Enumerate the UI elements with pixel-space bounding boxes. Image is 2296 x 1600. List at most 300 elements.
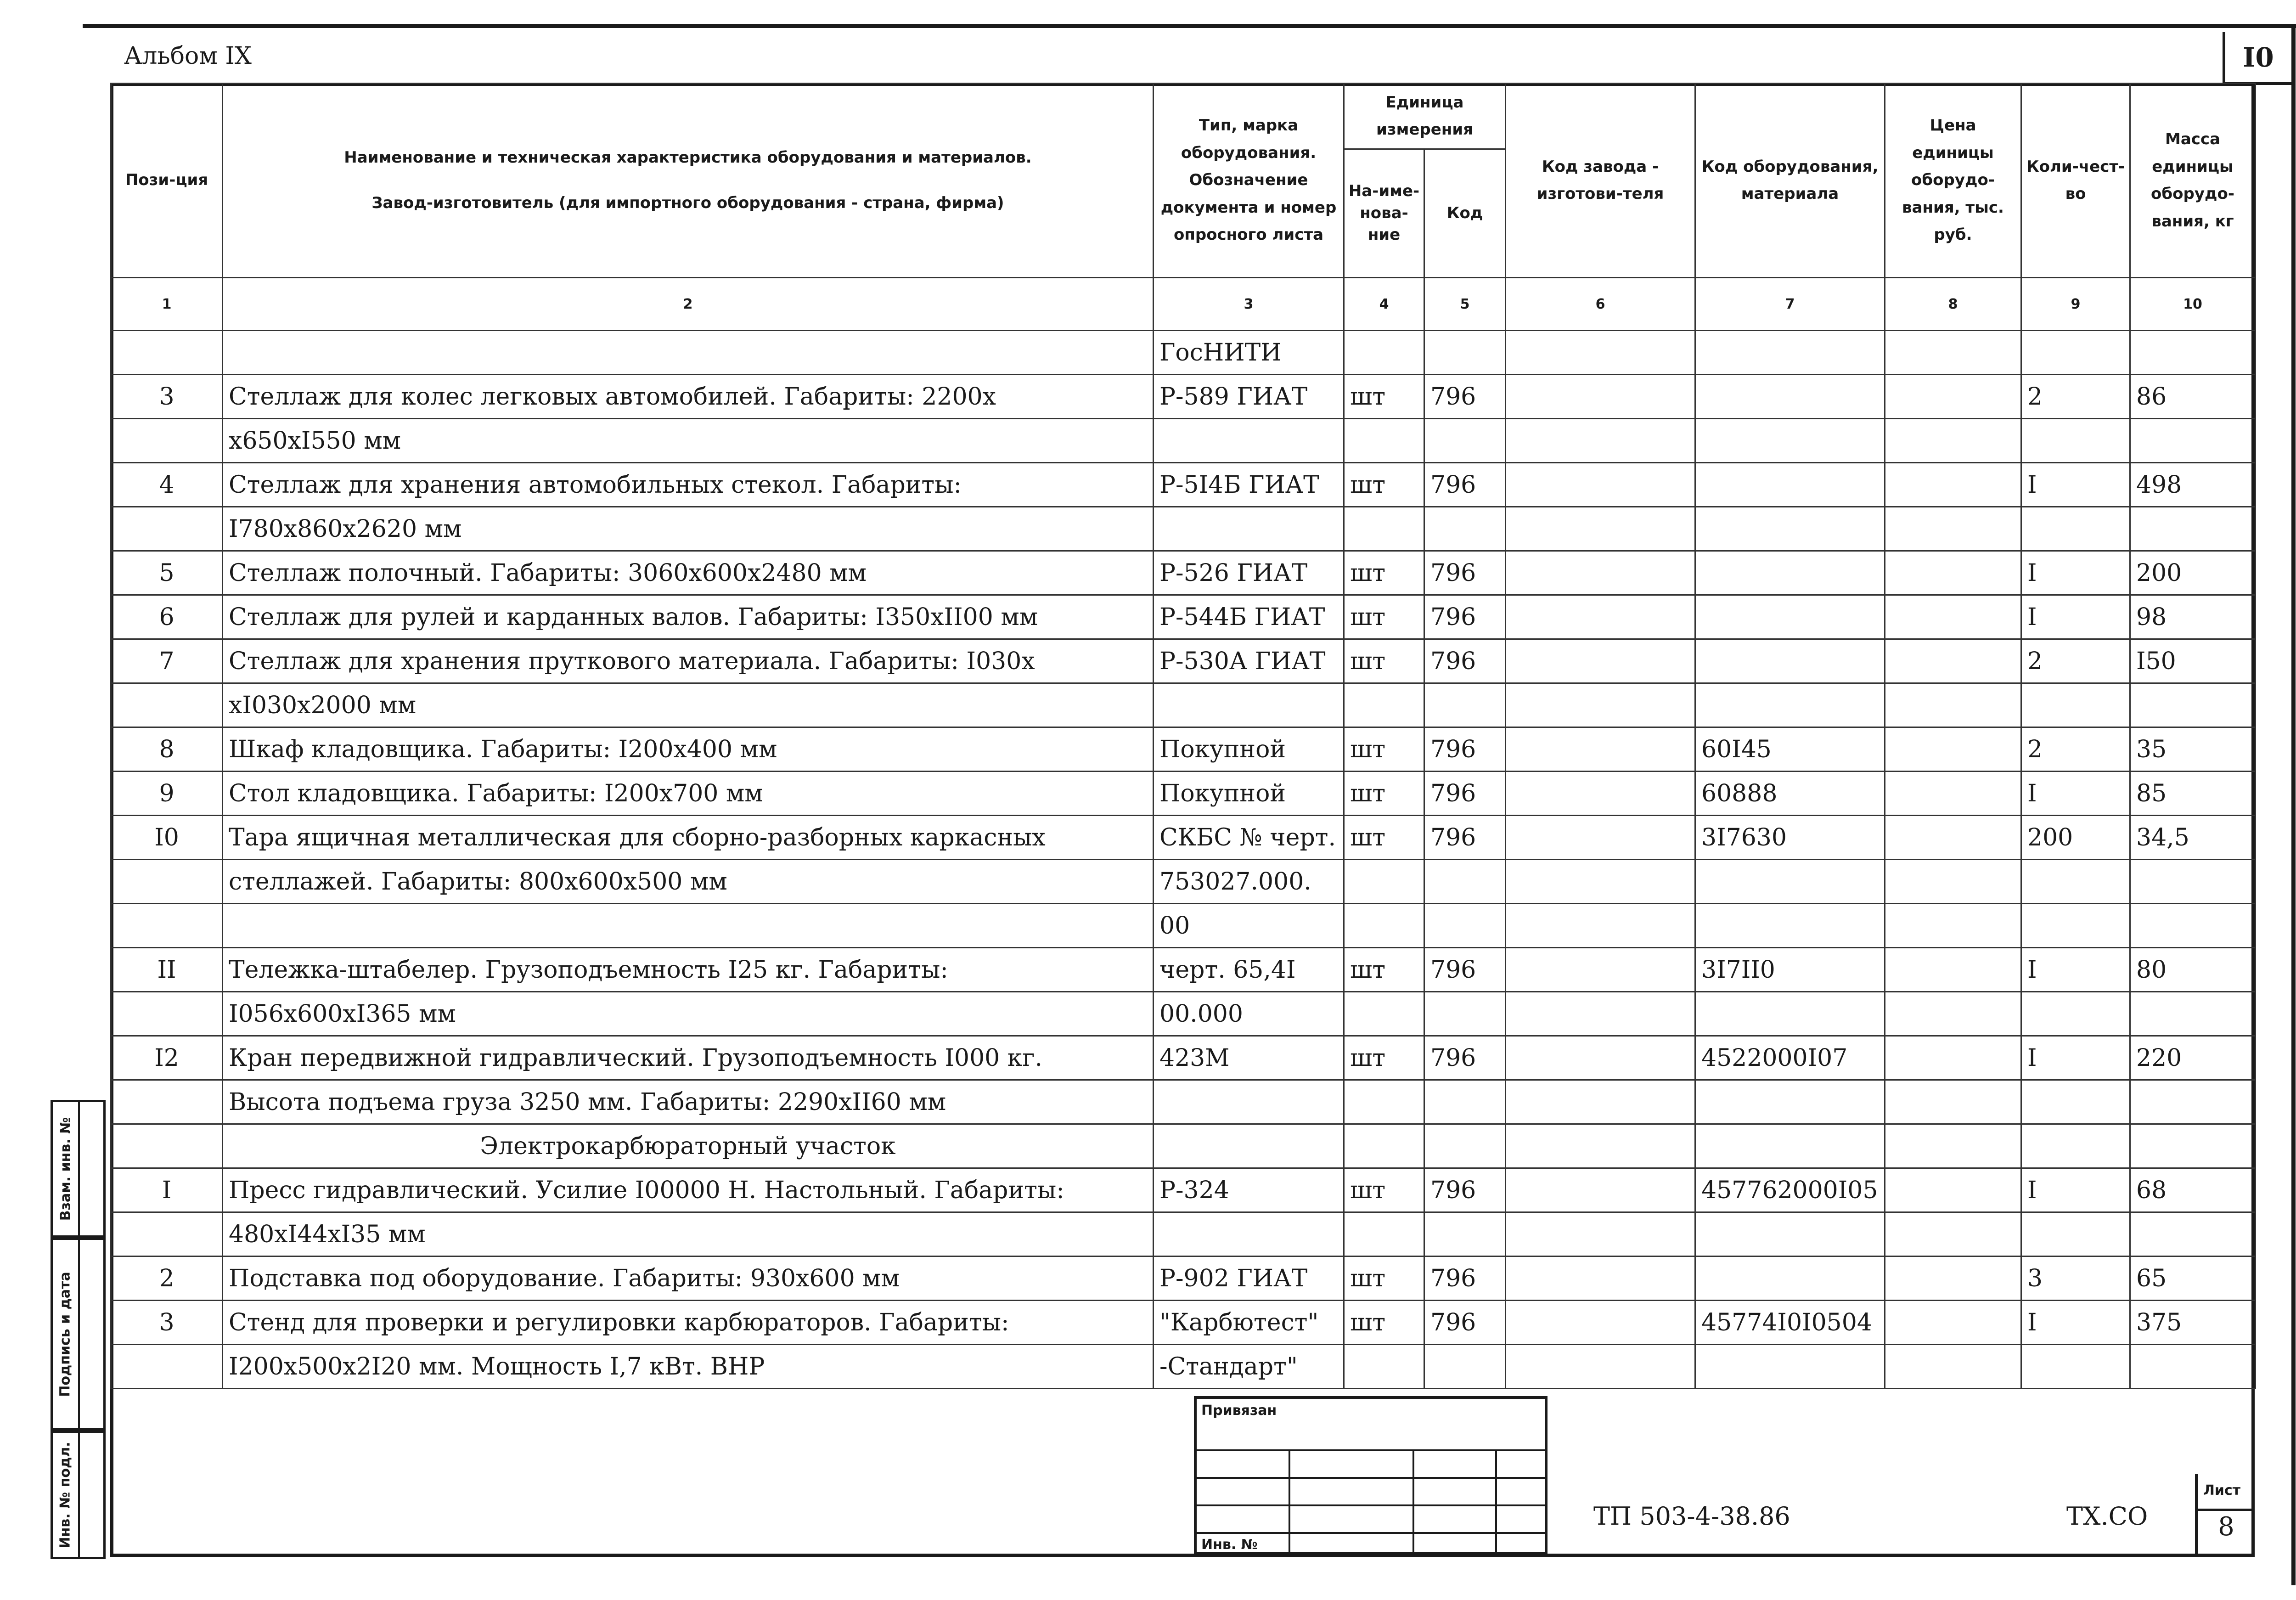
table-cell: 796 <box>1424 1036 1506 1080</box>
table-row <box>111 992 2256 1036</box>
table-cell <box>1506 463 1695 507</box>
table-body <box>111 331 2256 1389</box>
table-row <box>111 331 2256 375</box>
table-cell: 6 <box>111 595 223 639</box>
table-cell <box>1506 1080 1695 1124</box>
table-cell <box>1885 772 2021 816</box>
table-cell <box>1154 1124 1344 1168</box>
table-cell: I <box>2021 948 2130 992</box>
table-cell: 00 <box>1154 904 1344 948</box>
table-cell <box>1424 507 1506 551</box>
sheet-box <box>2195 1474 2255 1557</box>
table-cell <box>2130 860 2256 904</box>
table-cell: I <box>2021 1036 2130 1080</box>
table-cell: 796 <box>1424 816 1506 860</box>
table-cell <box>2021 507 2130 551</box>
table-cell: Тележка-штабелер. Грузоподъемность I25 кг. Габариты: <box>223 948 1154 992</box>
table-cell <box>1885 816 2021 860</box>
attachment-stamp <box>1194 1396 1548 1555</box>
table-row <box>111 551 2256 595</box>
table-cell <box>1154 1212 1344 1256</box>
header-equipment-code: Код оборудования, материала <box>1695 84 1885 278</box>
column-number-cell: 5 <box>1424 278 1506 331</box>
table-cell: I200x500x2I20 мм. Мощность I,7 кВт. ВНР <box>223 1345 1154 1389</box>
table-cell: черт. 65,4I <box>1154 948 1344 992</box>
table-cell: Стенд для проверки и регулировки карбюраторов. Габариты: <box>223 1301 1154 1345</box>
table-cell: СКБС № черт. <box>1154 816 1344 860</box>
table-cell <box>111 1212 223 1256</box>
stamp-line <box>1197 1532 1545 1534</box>
stamp-line <box>1197 1449 1545 1451</box>
specification-table <box>110 83 2256 1389</box>
table-cell: I <box>2021 463 2130 507</box>
table-cell <box>223 904 1154 948</box>
table-cell <box>111 992 223 1036</box>
table-cell <box>1344 1345 1424 1389</box>
table-cell: I780x860x2620 мм <box>223 507 1154 551</box>
table-cell: I <box>2021 1301 2130 1345</box>
table-row <box>111 463 2256 507</box>
table-cell: Р-544Б ГИАТ <box>1154 595 1344 639</box>
table-cell <box>1344 860 1424 904</box>
table-cell <box>1424 683 1506 727</box>
table-cell <box>111 331 223 375</box>
table-row <box>111 1080 2256 1124</box>
table-cell: Стеллаж для рулей и карданных валов. Габариты: I350xII00 мм <box>223 595 1154 639</box>
table-cell <box>2021 1345 2130 1389</box>
table-cell: Р-589 ГИАТ <box>1154 375 1344 419</box>
table-cell <box>1344 1212 1424 1256</box>
table-cell: -Стандарт" <box>1154 1345 1344 1389</box>
table-cell <box>1695 1345 1885 1389</box>
table-cell <box>1506 507 1695 551</box>
table-cell <box>2130 1080 2256 1124</box>
table-cell <box>1506 904 1695 948</box>
table-cell <box>1424 992 1506 1036</box>
table-row <box>111 816 2256 860</box>
table-cell <box>1154 683 1344 727</box>
table-cell <box>1506 1345 1695 1389</box>
table-cell <box>1885 1301 2021 1345</box>
table-cell <box>1154 1080 1344 1124</box>
table-cell <box>1424 419 1506 463</box>
table-cell: 00.000 <box>1154 992 1344 1036</box>
table-cell: 220 <box>2130 1036 2256 1080</box>
stamp-line <box>1197 1477 1545 1479</box>
table-row <box>111 772 2256 816</box>
table-cell <box>2130 683 2256 727</box>
table-cell <box>1344 904 1424 948</box>
table-cell <box>1695 1080 1885 1124</box>
table-row <box>111 1036 2256 1080</box>
table-cell: 85 <box>2130 772 2256 816</box>
table-cell: 796 <box>1424 551 1506 595</box>
table-cell: шт <box>1344 639 1424 683</box>
table-row <box>111 639 2256 683</box>
table-cell <box>1885 551 2021 595</box>
table-cell <box>2021 1124 2130 1168</box>
table-cell <box>1885 1080 2021 1124</box>
table-cell <box>111 860 223 904</box>
side-text-replace-inv: Взам. инв. № <box>57 1117 74 1221</box>
table-row <box>111 419 2256 463</box>
table-cell: 35 <box>2130 727 2256 772</box>
table-cell: x650xI550 мм <box>223 419 1154 463</box>
table-cell: I056x600xI365 мм <box>223 992 1154 1036</box>
table-cell <box>1344 419 1424 463</box>
table-cell <box>1506 683 1695 727</box>
table-cell: 4522000I07 <box>1695 1036 1885 1080</box>
header-unit-code: Код <box>1424 149 1506 278</box>
table-cell: шт <box>1344 772 1424 816</box>
table-cell: II <box>111 948 223 992</box>
table-cell <box>1424 331 1506 375</box>
stamp-divider <box>1289 1449 1290 1555</box>
header-name-line2: Завод-изготовитель (для импортного оборудования - страна, фирма) <box>371 194 1004 212</box>
header-name <box>223 84 1154 278</box>
table-cell: I2 <box>111 1036 223 1080</box>
table-cell: I <box>2021 1168 2130 1212</box>
column-number-cell: 3 <box>1154 278 1344 331</box>
column-number-cell: 10 <box>2130 278 2256 331</box>
table-cell: 753027.000. <box>1154 860 1344 904</box>
table-cell: шт <box>1344 375 1424 419</box>
stamp-divider <box>1412 1449 1414 1555</box>
table-cell <box>1506 331 1695 375</box>
table-cell <box>1885 904 2021 948</box>
column-number-cell: 8 <box>1885 278 2021 331</box>
table-cell: Р-530А ГИАТ <box>1154 639 1344 683</box>
table-cell <box>1506 1301 1695 1345</box>
table-cell <box>1344 331 1424 375</box>
table-cell <box>2130 992 2256 1036</box>
table-cell <box>1424 860 1506 904</box>
table-cell <box>1506 992 1695 1036</box>
table-cell <box>1506 639 1695 683</box>
table-cell: 86 <box>2130 375 2256 419</box>
table-cell <box>1695 595 1885 639</box>
table-cell <box>1506 1212 1695 1256</box>
table-cell: 457762000I05 <box>1695 1168 1885 1212</box>
table-cell <box>1695 860 1885 904</box>
table-cell: 796 <box>1424 1168 1506 1212</box>
table-cell <box>1506 772 1695 816</box>
table-cell <box>1695 331 1885 375</box>
table-cell: стеллажей. Габариты: 800x600x500 мм <box>223 860 1154 904</box>
table-cell: 498 <box>2130 463 2256 507</box>
table-row <box>111 683 2256 727</box>
table-cell <box>1506 860 1695 904</box>
document-subcode: ТХ.СО <box>2066 1502 2148 1531</box>
table-cell: шт <box>1344 1168 1424 1212</box>
table-row <box>111 375 2256 419</box>
frame-top-line <box>83 24 2296 28</box>
table-cell: шт <box>1344 1301 1424 1345</box>
table-cell <box>2130 331 2256 375</box>
table-cell: Высота подъема груза 3250 мм. Габариты: 2290xII60 мм <box>223 1080 1154 1124</box>
table-cell <box>1885 331 2021 375</box>
table-row <box>111 860 2256 904</box>
table-cell: Шкаф кладовщика. Габариты: I200x400 мм <box>223 727 1154 772</box>
table-cell: 65 <box>2130 1256 2256 1301</box>
table-cell: 7 <box>111 639 223 683</box>
table-cell <box>1885 1256 2021 1301</box>
table-cell <box>111 507 223 551</box>
table-cell: 480xI44xI35 мм <box>223 1212 1154 1256</box>
table-cell <box>1695 1256 1885 1301</box>
table-cell: Кран передвижной гидравлический. Грузоподъемность I000 кг. <box>223 1036 1154 1080</box>
table-cell <box>1695 463 1885 507</box>
table-cell <box>1695 551 1885 595</box>
table-cell: 796 <box>1424 727 1506 772</box>
table-cell <box>2021 1212 2130 1256</box>
table-row <box>111 1124 2256 1168</box>
table-cell: 423М <box>1154 1036 1344 1080</box>
table-cell: I0 <box>111 816 223 860</box>
table-row <box>111 507 2256 551</box>
stamp-inv-label: Инв. № <box>1201 1537 1258 1553</box>
table-cell: Тара ящичная металлическая для сборно-разборных каркасных <box>223 816 1154 860</box>
table-row <box>111 1212 2256 1256</box>
header-unit: Единица измерения <box>1344 84 1506 149</box>
column-number-cell: 4 <box>1344 278 1424 331</box>
table-cell: Покупной <box>1154 772 1344 816</box>
table-cell: 9 <box>111 772 223 816</box>
table-cell <box>2021 860 2130 904</box>
side-box-inv-orig <box>51 1431 106 1559</box>
table-cell: шт <box>1344 816 1424 860</box>
table-cell: Подставка под оборудование. Габариты: 930x600 мм <box>223 1256 1154 1301</box>
table-cell: I <box>2021 595 2130 639</box>
table-cell <box>1885 463 2021 507</box>
table-cell <box>1424 1212 1506 1256</box>
table-cell <box>111 1080 223 1124</box>
table-cell: 3 <box>2021 1256 2130 1301</box>
table-cell <box>1695 992 1885 1036</box>
stamp-divider <box>1495 1449 1497 1555</box>
table-cell <box>1506 419 1695 463</box>
sheet-number: 8 <box>2218 1512 2234 1542</box>
table-cell: I <box>111 1168 223 1212</box>
table-cell <box>1506 1036 1695 1080</box>
table-cell: 796 <box>1424 639 1506 683</box>
table-cell: 796 <box>1424 375 1506 419</box>
page-corner-number: I0 <box>2223 32 2291 85</box>
frame-right-line <box>2291 24 2296 1585</box>
table-cell: I <box>2021 772 2130 816</box>
table-cell: Пресс гидравлический. Усилие I00000 Н. Настольный. Габариты: <box>223 1168 1154 1212</box>
table-cell: Покупной <box>1154 727 1344 772</box>
table-cell: шт <box>1344 727 1424 772</box>
table-cell: шт <box>1344 551 1424 595</box>
table-row <box>111 1168 2256 1212</box>
table-cell: I <box>2021 551 2130 595</box>
table-cell <box>1885 992 2021 1036</box>
table-cell <box>1506 1168 1695 1212</box>
table-cell <box>111 1124 223 1168</box>
table-row <box>111 1256 2256 1301</box>
table-cell <box>1424 904 1506 948</box>
table-cell <box>111 683 223 727</box>
side-label-inv-orig <box>53 1433 80 1557</box>
stamp-line <box>1197 1504 1545 1506</box>
table-cell: 60I45 <box>1695 727 1885 772</box>
table-row <box>111 1345 2256 1389</box>
table-cell: xI030x2000 мм <box>223 683 1154 727</box>
table-row <box>111 904 2256 948</box>
table-cell <box>1695 375 1885 419</box>
table-cell <box>1885 1124 2021 1168</box>
table-cell <box>1695 904 1885 948</box>
album-title: Альбом IX <box>124 42 252 70</box>
sheet-label: Лист <box>2203 1482 2241 1499</box>
table-cell <box>2021 904 2130 948</box>
table-row <box>111 727 2256 772</box>
document-code: ТП 503-4-38.86 <box>1593 1502 1790 1531</box>
table-cell: 2 <box>2021 639 2130 683</box>
side-text-signature: Подпись и дата <box>57 1271 73 1397</box>
table-cell: I50 <box>2130 639 2256 683</box>
table-cell <box>1885 683 2021 727</box>
table-cell: 796 <box>1424 772 1506 816</box>
column-number-cell: 9 <box>2021 278 2130 331</box>
table-cell: Р-5I4Б ГИАТ <box>1154 463 1344 507</box>
table-cell: 796 <box>1424 1256 1506 1301</box>
side-text-inv-orig: Инв. № подл. <box>57 1441 74 1549</box>
table-cell: Электрокарбюраторный участок <box>223 1124 1154 1168</box>
table-cell <box>1695 507 1885 551</box>
table-cell: шт <box>1344 1256 1424 1301</box>
table-cell: Р-902 ГИАТ <box>1154 1256 1344 1301</box>
table-cell: 796 <box>1424 1301 1506 1345</box>
table-cell: 60888 <box>1695 772 1885 816</box>
table-cell: Стеллаж полочный. Габариты: 3060x600x2480 мм <box>223 551 1154 595</box>
table-cell <box>1885 1168 2021 1212</box>
table-cell <box>1506 375 1695 419</box>
table-cell: 3 <box>111 375 223 419</box>
side-label-replace-inv <box>53 1102 80 1235</box>
table-cell <box>223 331 1154 375</box>
table-cell <box>1885 1036 2021 1080</box>
table-cell <box>111 904 223 948</box>
table-cell <box>1344 1080 1424 1124</box>
sheet-divider <box>2198 1509 2255 1511</box>
table-cell: 80 <box>2130 948 2256 992</box>
table-cell <box>1154 507 1344 551</box>
table-cell <box>2021 683 2130 727</box>
table-cell: шт <box>1344 948 1424 992</box>
table-cell <box>2130 507 2256 551</box>
table-cell <box>1506 551 1695 595</box>
table-cell: 5 <box>111 551 223 595</box>
table-cell <box>1695 639 1885 683</box>
table-cell <box>2130 419 2256 463</box>
table-cell: "Карбютест" <box>1154 1301 1344 1345</box>
header-quantity: Коли-чест-во <box>2021 84 2130 278</box>
table-cell <box>1885 419 2021 463</box>
table-cell <box>111 1345 223 1389</box>
table-cell <box>1885 507 2021 551</box>
table-cell: 68 <box>2130 1168 2256 1212</box>
table-cell <box>1506 1256 1695 1301</box>
table-cell <box>1506 595 1695 639</box>
table-cell <box>1424 1080 1506 1124</box>
table-cell <box>1344 992 1424 1036</box>
table-cell <box>1424 1124 1506 1168</box>
table-cell <box>1424 1345 1506 1389</box>
table-cell <box>1695 683 1885 727</box>
table-cell: шт <box>1344 595 1424 639</box>
table-cell <box>1885 727 2021 772</box>
column-number-cell: 6 <box>1506 278 1695 331</box>
table-cell: 34,5 <box>2130 816 2256 860</box>
column-number-cell: 7 <box>1695 278 1885 331</box>
header-factory-code: Код завода - изготови-теля <box>1506 84 1695 278</box>
table-cell: 2 <box>2021 727 2130 772</box>
table-cell <box>111 419 223 463</box>
table-cell: 3 <box>111 1301 223 1345</box>
header-position: Пози-ция <box>111 84 223 278</box>
table-cell <box>1344 1124 1424 1168</box>
table-cell: 45774I0I0504 <box>1695 1301 1885 1345</box>
table-cell: шт <box>1344 463 1424 507</box>
table-cell: 796 <box>1424 948 1506 992</box>
table-cell: ГосНИТИ <box>1154 331 1344 375</box>
table-cell <box>2021 992 2130 1036</box>
table-cell <box>2130 1124 2256 1168</box>
table-cell <box>1695 419 1885 463</box>
table-cell: 98 <box>2130 595 2256 639</box>
table-cell: Стол кладовщика. Габариты: I200x700 мм <box>223 772 1154 816</box>
table-cell <box>1344 683 1424 727</box>
table-cell <box>1154 419 1344 463</box>
table-row <box>111 948 2256 992</box>
table-cell <box>1885 595 2021 639</box>
table-cell <box>1506 727 1695 772</box>
table-cell: 2 <box>111 1256 223 1301</box>
table-cell: 796 <box>1424 595 1506 639</box>
table-row <box>111 595 2256 639</box>
side-box-signature <box>51 1238 106 1431</box>
table-cell: 8 <box>111 727 223 772</box>
table-cell: Стеллаж для хранения автомобильных стекол. Габариты: <box>223 463 1154 507</box>
table-cell: 375 <box>2130 1301 2256 1345</box>
side-label-signature <box>53 1240 80 1428</box>
table-cell <box>1885 639 2021 683</box>
table-cell <box>2021 1080 2130 1124</box>
table-cell <box>1695 1124 1885 1168</box>
table-cell: Стеллаж для хранения пруткового материала. Габариты: I030x <box>223 639 1154 683</box>
table-cell <box>1885 860 2021 904</box>
table-cell: 4 <box>111 463 223 507</box>
table-cell: 3I7630 <box>1695 816 1885 860</box>
column-number-cell: 1 <box>111 278 223 331</box>
header-name-line1: Наименование и техническая характеристика оборудования и материалов. <box>344 148 1032 167</box>
table-cell: 796 <box>1424 463 1506 507</box>
table-cell <box>1885 375 2021 419</box>
table-cell <box>2130 1345 2256 1389</box>
table-cell <box>1506 1124 1695 1168</box>
table-cell <box>2130 1212 2256 1256</box>
table-cell: Стеллаж для колес легковых автомобилей. Габариты: 2200x <box>223 375 1154 419</box>
table-cell <box>1885 1345 2021 1389</box>
table-cell <box>2021 331 2130 375</box>
table-cell: 2 <box>2021 375 2130 419</box>
table-cell <box>2021 419 2130 463</box>
table-cell <box>2130 904 2256 948</box>
table-cell <box>1695 1212 1885 1256</box>
header-unit-name: На-име-нова-ние <box>1344 149 1424 278</box>
